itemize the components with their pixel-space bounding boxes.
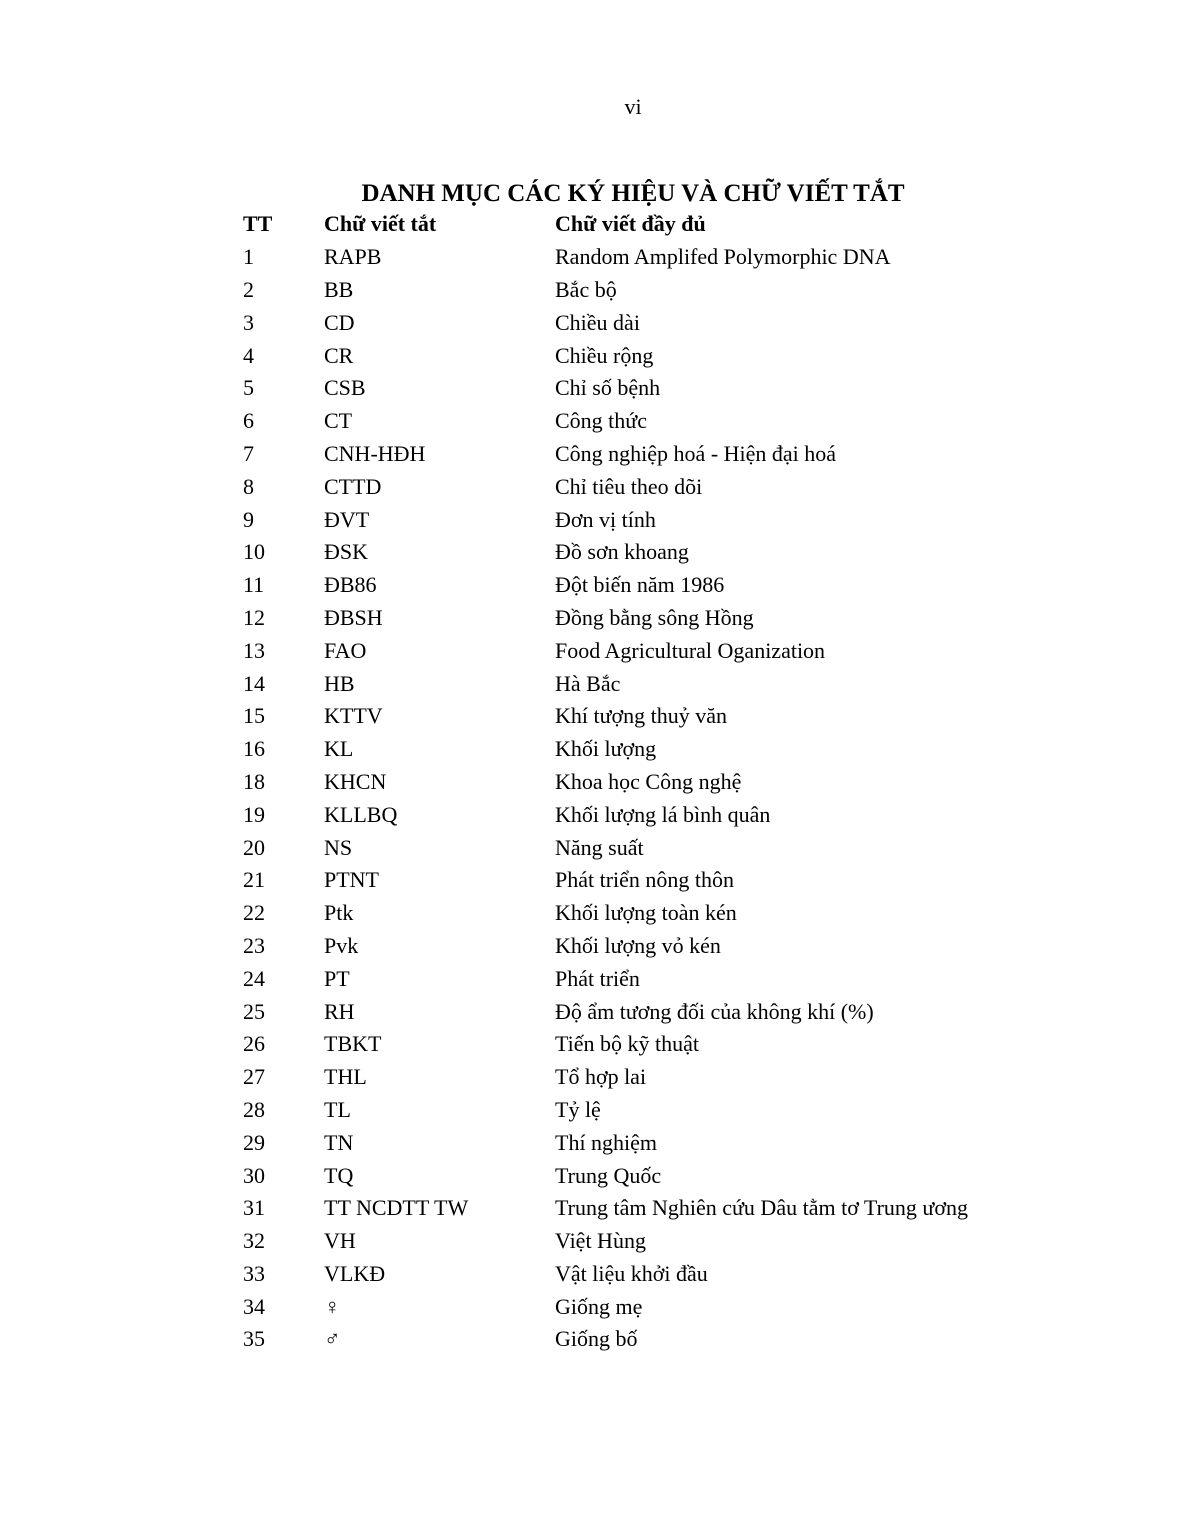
row-abbreviation: ♂ [324, 1326, 341, 1352]
row-full-form: Khối lượng toàn kén [555, 900, 737, 926]
table-row [243, 470, 1043, 503]
row-number: 15 [243, 703, 265, 729]
row-number: 33 [243, 1260, 265, 1286]
row-abbreviation: KL [324, 736, 354, 762]
table-row [243, 667, 1043, 700]
row-abbreviation: VH [324, 1228, 356, 1254]
row-abbreviation: CR [324, 342, 354, 368]
table-row [243, 569, 1043, 602]
row-number: 3 [243, 309, 254, 335]
row-full-form: Random Amplifed Polymorphic DNA [555, 244, 891, 270]
row-full-form: Khối lượng lá bình quân [555, 801, 771, 827]
row-abbreviation: ĐSK [324, 539, 369, 565]
row-full-form: Bắc bộ [555, 276, 617, 302]
row-number: 5 [243, 375, 254, 401]
row-full-form: Chỉ tiêu theo dõi [555, 473, 703, 499]
row-full-form: Đồng bằng sông Hồng [555, 604, 754, 630]
row-abbreviation: ♀ [324, 1293, 341, 1319]
table-row [243, 306, 1043, 339]
table-row [243, 241, 1043, 274]
table-row [243, 1192, 1043, 1225]
row-number: 13 [243, 637, 265, 663]
row-number: 24 [243, 965, 265, 991]
row-number: 11 [243, 572, 265, 598]
row-full-form: Giống mẹ [555, 1293, 643, 1319]
row-full-form: Đơn vị tính [555, 506, 656, 532]
row-number: 30 [243, 1162, 265, 1188]
row-full-form: Thí nghiệm [555, 1129, 658, 1155]
row-full-form: Đột biến năm 1986 [555, 572, 725, 598]
row-number: 34 [243, 1293, 265, 1319]
row-number: 25 [243, 998, 265, 1024]
table-row [243, 634, 1043, 667]
row-number: 28 [243, 1096, 265, 1122]
row-full-form: Vật liệu khởi đầu [555, 1260, 708, 1286]
row-full-form: Chiều dài [555, 309, 640, 335]
row-full-form: Phát triển nông thôn [555, 867, 735, 893]
table-row [243, 995, 1043, 1028]
header-abbreviation: Chữ viết tắt [324, 211, 437, 237]
row-full-form: Khoa học Công nghệ [555, 768, 742, 794]
row-full-form: Khí tượng thuỷ văn [555, 703, 728, 729]
table-row [243, 503, 1043, 536]
row-number: 7 [243, 440, 254, 466]
row-full-form: Việt Hùng [555, 1228, 646, 1254]
row-full-form: Khối lượng vỏ kén [555, 932, 721, 958]
row-full-form: Phát triển [555, 965, 640, 991]
row-abbreviation: PT [324, 965, 350, 991]
table-row [243, 962, 1043, 995]
row-full-form: Trung tâm Nghiên cứu Dâu tằm tơ Trung ương [555, 1195, 968, 1221]
table-row [243, 274, 1043, 307]
row-abbreviation: RH [324, 998, 355, 1024]
row-number: 16 [243, 736, 265, 762]
table-row [243, 1126, 1043, 1159]
table-row [243, 766, 1043, 799]
row-number: 19 [243, 801, 265, 827]
table-row [243, 864, 1043, 897]
table-row [243, 700, 1043, 733]
table-row [243, 1028, 1043, 1061]
row-number: 14 [243, 670, 265, 696]
table-row [243, 1225, 1043, 1258]
table-row [243, 733, 1043, 766]
row-abbreviation: BB [324, 276, 354, 302]
row-abbreviation: RAPB [324, 244, 382, 270]
row-abbreviation: KLLBQ [324, 801, 398, 827]
row-abbreviation: ĐBSH [324, 604, 383, 630]
table-row [243, 1258, 1043, 1291]
row-full-form: Năng suất [555, 834, 644, 860]
row-full-form: Food Agricultural Oganization [555, 637, 826, 663]
table-row [243, 897, 1043, 930]
row-number: 18 [243, 768, 265, 794]
row-full-form: Chiều rộng [555, 342, 654, 368]
row-abbreviation: CT [324, 408, 353, 434]
row-number: 21 [243, 867, 265, 893]
row-abbreviation: CSB [324, 375, 366, 401]
row-number: 8 [243, 473, 254, 499]
row-abbreviation: Ptk [324, 900, 354, 926]
row-number: 23 [243, 932, 265, 958]
page-title: DANH MỤC CÁC KÝ HIỆU VÀ CHỮ VIẾT TẮT [361, 180, 905, 207]
table-row [243, 1159, 1043, 1192]
row-number: 31 [243, 1195, 265, 1221]
row-number: 22 [243, 900, 265, 926]
row-abbreviation: TBKT [324, 1031, 382, 1057]
table-row [243, 372, 1043, 405]
table-header-row [243, 208, 1043, 241]
row-abbreviation: TL [324, 1096, 351, 1122]
table-row [243, 339, 1043, 372]
row-number: 32 [243, 1228, 265, 1254]
table-row [243, 1290, 1043, 1323]
abbreviation-table [243, 208, 1043, 1356]
row-abbreviation: KHCN [324, 768, 387, 794]
table-row [243, 1094, 1043, 1127]
table-body [243, 241, 1043, 1356]
row-abbreviation: TQ [324, 1162, 354, 1188]
row-abbreviation: THL [324, 1064, 367, 1090]
row-full-form: Tổ hợp lai [555, 1064, 647, 1090]
row-abbreviation: FAO [324, 637, 367, 663]
row-abbreviation: TN [324, 1129, 354, 1155]
row-full-form: Khối lượng [555, 736, 657, 762]
table-row [243, 798, 1043, 831]
row-abbreviation: ĐB86 [324, 572, 377, 598]
row-number: 26 [243, 1031, 265, 1057]
header-tt: TT [243, 211, 273, 237]
row-abbreviation: Pvk [324, 932, 359, 958]
row-full-form: Chỉ số bệnh [555, 375, 661, 401]
row-number: 4 [243, 342, 254, 368]
row-full-form: Giống bố [555, 1326, 638, 1352]
row-full-form: Độ ẩm tương đối của không khí (%) [555, 998, 874, 1024]
row-full-form: Công thức [555, 408, 647, 434]
row-abbreviation: CTTD [324, 473, 382, 499]
row-abbreviation: VLKĐ [324, 1260, 386, 1286]
page-number: vi [624, 94, 642, 119]
row-number: 29 [243, 1129, 265, 1155]
row-number: 12 [243, 604, 265, 630]
row-full-form: Hà Bắc [555, 670, 621, 696]
row-number: 9 [243, 506, 254, 532]
table-row [243, 602, 1043, 635]
row-number: 27 [243, 1064, 265, 1090]
table-row [243, 831, 1043, 864]
row-abbreviation: ĐVT [324, 506, 370, 532]
row-abbreviation: KTTV [324, 703, 383, 729]
row-number: 20 [243, 834, 265, 860]
table-row [243, 438, 1043, 471]
table-row [243, 1061, 1043, 1094]
row-abbreviation: PTNT [324, 867, 379, 893]
row-number: 35 [243, 1326, 265, 1352]
header-full-form: Chữ viết đầy đủ [555, 211, 706, 237]
row-number: 1 [243, 244, 254, 270]
table-row [243, 405, 1043, 438]
table-row [243, 536, 1043, 569]
row-abbreviation: NS [324, 834, 353, 860]
row-abbreviation: HB [324, 670, 355, 696]
row-number: 10 [243, 539, 265, 565]
row-full-form: Trung Quốc [555, 1162, 662, 1188]
row-full-form: Công nghiệp hoá - Hiện đại hoá [555, 440, 837, 466]
table-row [243, 930, 1043, 963]
row-abbreviation: CD [324, 309, 355, 335]
row-number: 2 [243, 276, 254, 302]
row-full-form: Tiến bộ kỹ thuật [555, 1031, 700, 1057]
row-number: 6 [243, 408, 254, 434]
row-abbreviation: TT NCDTT TW [324, 1195, 469, 1221]
row-full-form: Tỷ lệ [555, 1096, 601, 1122]
table-row [243, 1323, 1043, 1356]
row-abbreviation: CNH-HĐH [324, 440, 426, 466]
row-full-form: Đồ sơn khoang [555, 539, 689, 565]
